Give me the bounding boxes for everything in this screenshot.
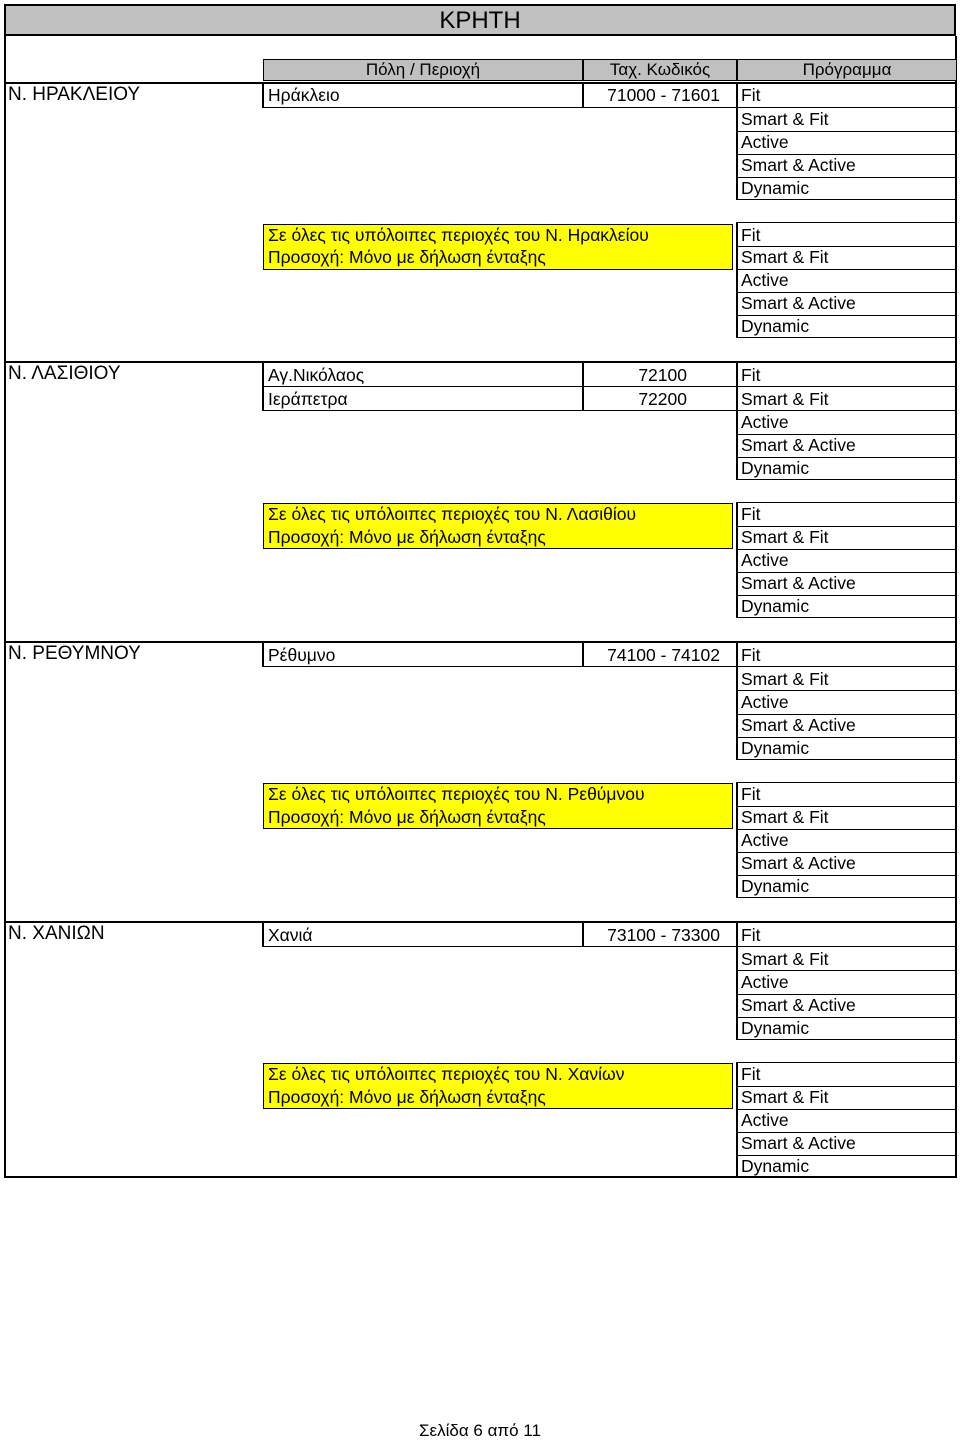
cell-border [736, 83, 738, 199]
program-item: Smart & Fit [741, 949, 829, 969]
program-item: Active [741, 132, 789, 152]
row-border [736, 617, 957, 618]
row-border [736, 434, 957, 435]
program-item: Fit [741, 85, 761, 105]
row-border [736, 386, 957, 387]
row-border [262, 946, 736, 947]
program-item: Smart & Active [741, 853, 856, 873]
table-bottom-border [4, 1176, 957, 1178]
header-city: Πόλη / Περιοχή [263, 59, 583, 81]
declaration-note: Προσοχή: Μόνο με δήλωση ένταξης [268, 807, 546, 827]
row-border [736, 1132, 957, 1133]
program-item: Fit [741, 925, 761, 945]
program-item: Fit [741, 645, 761, 665]
program-item: Smart & Fit [741, 247, 829, 267]
prefecture-name: Ν. ΛΑΣΙΘΙΟΥ [8, 363, 121, 384]
row-border [736, 1155, 957, 1156]
row-border [736, 337, 957, 338]
cell-border [736, 222, 738, 338]
region-title: ΚΡΗΤΗ [4, 4, 956, 36]
program-item: Active [741, 270, 789, 290]
row-border [736, 714, 957, 715]
row-border [736, 1017, 957, 1018]
row-border [736, 690, 957, 691]
row-border [736, 572, 957, 573]
table-left-border [4, 36, 6, 1178]
program-item: Dynamic [741, 596, 810, 616]
cell-border [736, 782, 738, 898]
row-border [262, 666, 736, 667]
declaration-note: Προσοχή: Μόνο με δήλωση ένταξης [268, 247, 546, 267]
row-border [736, 946, 957, 947]
section-divider [4, 641, 957, 643]
row-border [736, 549, 957, 550]
program-item: Smart & Active [741, 995, 856, 1015]
cell-border [736, 922, 738, 1040]
cell-border [582, 642, 584, 666]
row-border [736, 1086, 957, 1087]
program-item: Active [741, 972, 789, 992]
program-item: Dynamic [741, 316, 810, 336]
city-name: Αγ.Νικόλαος [268, 365, 365, 385]
row-border [736, 222, 957, 223]
program-item: Smart & Fit [741, 669, 829, 689]
cell-border [262, 922, 264, 946]
row-border [736, 479, 957, 480]
row-border [736, 1062, 957, 1063]
program-item: Fit [741, 504, 761, 524]
row-border [736, 502, 957, 503]
program-item: Smart & Active [741, 1133, 856, 1153]
program-item: Active [741, 412, 789, 432]
postal-code: 71000 - 71601 [607, 85, 720, 105]
row-border [736, 154, 957, 155]
city-name: Ιεράπετρα [268, 389, 348, 409]
program-item: Dynamic [741, 178, 810, 198]
row-border [736, 315, 957, 316]
row-border [736, 269, 957, 270]
program-item: Dynamic [741, 1018, 810, 1038]
row-border [736, 1039, 957, 1040]
program-item: Fit [741, 1064, 761, 1084]
program-item: Smart & Fit [741, 109, 829, 129]
row-border [736, 852, 957, 853]
postal-code: 74100 - 74102 [607, 645, 720, 665]
cell-border [582, 922, 584, 946]
other-areas-label: Σε όλες τις υπόλοιπες περιοχές του Ν. Ρεθύμνου [268, 784, 645, 804]
postal-code: 72100 [638, 365, 687, 385]
prefecture-name: Ν. ΡΕΘΥΜΝΟΥ [8, 643, 141, 664]
row-border [736, 759, 957, 760]
row-border [736, 199, 957, 200]
program-item: Fit [741, 225, 761, 245]
cell-border [582, 83, 584, 107]
program-item: Dynamic [741, 738, 810, 758]
page-number: Σελίδα 6 από 11 [419, 1421, 541, 1440]
program-item: Smart & Active [741, 573, 856, 593]
other-areas-label: Σε όλες τις υπόλοιπες περιοχές του Ν. Λασιθίου [268, 504, 637, 524]
row-border [736, 292, 957, 293]
city-name: Χανιά [268, 925, 313, 945]
program-item: Fit [741, 784, 761, 804]
program-item: Smart & Active [741, 435, 856, 455]
row-border [736, 1109, 957, 1110]
header-zip: Ταχ. Κωδικός [583, 59, 737, 81]
row-border [262, 107, 736, 108]
header-program: Πρόγραμμα [737, 59, 957, 81]
program-item: Active [741, 550, 789, 570]
cell-border [736, 1062, 738, 1176]
row-border [736, 994, 957, 995]
row-border [736, 875, 957, 876]
row-border [736, 897, 957, 898]
cell-border [736, 502, 738, 618]
cell-border [736, 642, 738, 760]
row-border [736, 107, 957, 108]
prefecture-name: Ν. ΧΑΝΙΩΝ [8, 923, 105, 944]
cell-border [262, 642, 264, 666]
section-divider [4, 82, 957, 84]
postal-code: 72200 [638, 389, 687, 409]
row-border [736, 457, 957, 458]
prefecture-name: Ν. ΗΡΑΚΛΕΙΟΥ [8, 84, 141, 105]
row-border [736, 177, 957, 178]
row-border [736, 526, 957, 527]
program-item: Active [741, 692, 789, 712]
program-item: Smart & Active [741, 155, 856, 175]
row-border [736, 970, 957, 971]
row-border [736, 246, 957, 247]
program-item: Smart & Active [741, 715, 856, 735]
program-item: Active [741, 830, 789, 850]
program-item: Smart & Active [741, 293, 856, 313]
program-item: Smart & Fit [741, 527, 829, 547]
program-item: Active [741, 1110, 789, 1130]
row-border [736, 410, 957, 411]
program-item: Smart & Fit [741, 1087, 829, 1107]
row-border [736, 131, 957, 132]
declaration-note: Προσοχή: Μόνο με δήλωση ένταξης [268, 1087, 546, 1107]
row-border [262, 410, 736, 411]
program-item: Dynamic [741, 458, 810, 478]
other-areas-label: Σε όλες τις υπόλοιπες περιοχές του Ν. Ηρακλείου [268, 225, 649, 245]
row-border [736, 782, 957, 783]
other-areas-label: Σε όλες τις υπόλοιπες περιοχές του Ν. Χανίων [268, 1064, 625, 1084]
declaration-note: Προσοχή: Μόνο με δήλωση ένταξης [268, 527, 546, 547]
program-item: Smart & Fit [741, 389, 829, 409]
row-border [262, 386, 736, 387]
table-right-border [955, 36, 957, 1178]
program-item: Dynamic [741, 876, 810, 896]
program-item: Smart & Fit [741, 807, 829, 827]
row-border [736, 829, 957, 830]
city-name: Ηράκλειο [268, 85, 340, 105]
program-item: Fit [741, 365, 761, 385]
section-divider [4, 361, 957, 363]
row-border [736, 595, 957, 596]
row-border [736, 737, 957, 738]
program-item: Dynamic [741, 1156, 810, 1176]
cell-border [262, 83, 264, 107]
section-divider [4, 921, 957, 923]
row-border [736, 666, 957, 667]
cell-border [736, 362, 738, 480]
postal-code: 73100 - 73300 [607, 925, 720, 945]
city-name: Ρέθυμνο [268, 645, 336, 665]
row-border [736, 806, 957, 807]
